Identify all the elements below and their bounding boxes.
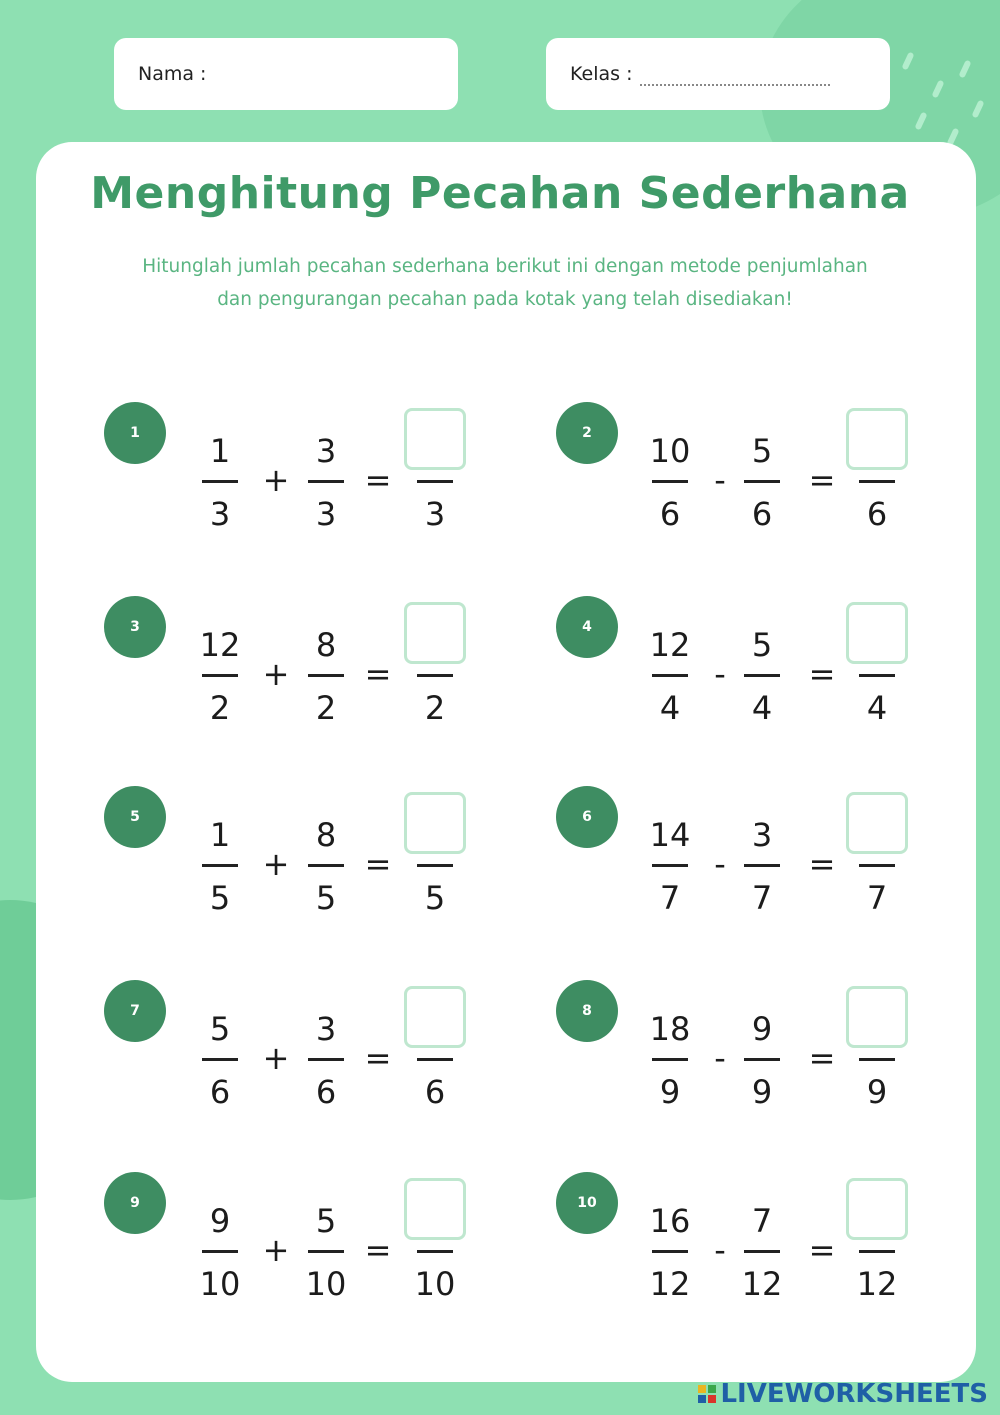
fraction-b-denominator: 4: [751, 689, 773, 727]
operator: +: [262, 655, 290, 693]
answer-fraction: [405, 814, 465, 919]
answer-denominator: 6: [866, 495, 888, 533]
fraction-a-numerator: 16: [649, 1202, 691, 1240]
problem-number-badge: [556, 596, 618, 658]
equals-sign: =: [808, 1231, 836, 1269]
fraction-b: [732, 624, 792, 729]
operator: +: [262, 1039, 290, 1077]
fraction-b-denominator: 3: [315, 495, 337, 533]
fraction-bar: [417, 480, 453, 483]
problem-number-badge: [556, 1172, 618, 1234]
liveworksheets-logo: [698, 1379, 988, 1409]
fraction-bar: [417, 864, 453, 867]
fraction-b-denominator: 5: [315, 879, 337, 917]
answer-denominator: 2: [424, 689, 446, 727]
fraction-b-numerator: 9: [751, 1010, 773, 1048]
fraction-bar: [859, 674, 895, 677]
problem-number: 9: [130, 1195, 140, 1211]
fraction-a-denominator: 5: [209, 879, 231, 917]
fraction-b-denominator: 10: [305, 1265, 347, 1303]
operator: -: [714, 1231, 726, 1269]
problem-number-badge: [104, 596, 166, 658]
fraction-bar: [417, 674, 453, 677]
fraction-b-denominator: 9: [751, 1073, 773, 1111]
operator: +: [262, 461, 290, 499]
fraction-a: [190, 1200, 250, 1305]
problem-number: 6: [582, 809, 592, 825]
class-field[interactable]: [546, 38, 890, 110]
problem-item: [556, 402, 956, 562]
problem-number: 7: [130, 1003, 140, 1019]
answer-fraction: [405, 430, 465, 535]
fraction-a-numerator: 14: [649, 816, 691, 854]
fraction-a: [190, 430, 250, 535]
fraction-bar: [308, 864, 344, 867]
fraction-bar: [308, 674, 344, 677]
answer-fraction: [847, 1200, 907, 1305]
problem-item: [556, 786, 956, 946]
fraction-b: [296, 1008, 356, 1113]
answer-denominator: 5: [424, 879, 446, 917]
answer-fraction: [405, 1008, 465, 1113]
fraction-a-denominator: 3: [209, 495, 231, 533]
answer-fraction: [405, 1200, 465, 1305]
fraction-a-numerator: 5: [209, 1010, 231, 1048]
fraction-b: [296, 1200, 356, 1305]
fraction-b: [732, 814, 792, 919]
fraction-a-denominator: 10: [199, 1265, 241, 1303]
worksheet-title: Menghitung Pecahan Sederhana: [90, 168, 910, 219]
problem-item: [556, 596, 956, 756]
fraction-bar: [652, 864, 688, 867]
equals-sign: =: [808, 461, 836, 499]
fraction-a: [190, 814, 250, 919]
operator: -: [714, 1039, 726, 1077]
problem-item: [104, 1172, 504, 1332]
fraction-a-numerator: 9: [209, 1202, 231, 1240]
fraction-bar: [652, 1250, 688, 1253]
worksheet-instructions: Hitunglah jumlah pecahan sederhana berikut ini dengan metode penjumlahan dan pengurangan pecahan pada kotak yang telah disediakan!: [142, 256, 868, 310]
answer-fraction: [847, 1008, 907, 1113]
fraction-bar: [859, 864, 895, 867]
equals-sign: =: [364, 461, 392, 499]
fraction-bar: [202, 864, 238, 867]
equals-sign: =: [364, 1039, 392, 1077]
equals-sign: =: [364, 1231, 392, 1269]
liveworksheets-logo-icon: [698, 1385, 716, 1403]
answer-denominator: 9: [866, 1073, 888, 1111]
fraction-b-denominator: 2: [315, 689, 337, 727]
answer-denominator: 6: [424, 1073, 446, 1111]
answer-denominator: 12: [856, 1265, 898, 1303]
fraction-a-numerator: 10: [649, 432, 691, 470]
answer-denominator: 7: [866, 879, 888, 917]
fraction-b-numerator: 3: [315, 1010, 337, 1048]
fraction-bar: [859, 1058, 895, 1061]
fraction-bar: [417, 1250, 453, 1253]
fraction-a-numerator: 12: [199, 626, 241, 664]
name-label: Nama :: [138, 63, 207, 85]
fraction-bar: [744, 1058, 780, 1061]
fraction-a: [640, 1008, 700, 1113]
problem-number-badge: [104, 786, 166, 848]
equals-sign: =: [808, 1039, 836, 1077]
problem-number-badge: [104, 980, 166, 1042]
fraction-bar: [417, 1058, 453, 1061]
fraction-a: [640, 1200, 700, 1305]
fraction-b-numerator: 5: [751, 432, 773, 470]
fraction-bar: [744, 1250, 780, 1253]
fraction-bar: [744, 864, 780, 867]
fraction-bar: [202, 674, 238, 677]
fraction-b: [732, 1200, 792, 1305]
fraction-bar: [652, 674, 688, 677]
operator: +: [262, 845, 290, 883]
fraction-a-denominator: 6: [659, 495, 681, 533]
fraction-bar: [202, 480, 238, 483]
problem-item: [104, 786, 504, 946]
problem-number: 2: [582, 425, 592, 441]
fraction-a-numerator: 12: [649, 626, 691, 664]
fraction-a-denominator: 7: [659, 879, 681, 917]
problem-number-badge: [104, 1172, 166, 1234]
fraction-a: [640, 814, 700, 919]
problem-number: 10: [577, 1195, 597, 1211]
fraction-bar: [652, 1058, 688, 1061]
equals-sign: =: [808, 655, 836, 693]
fraction-b-denominator: 6: [315, 1073, 337, 1111]
fraction-bar: [202, 1058, 238, 1061]
fraction-b-numerator: 8: [315, 626, 337, 664]
fraction-bar: [308, 1250, 344, 1253]
problem-item: [556, 1172, 956, 1332]
name-field[interactable]: [114, 38, 458, 110]
problem-number: 4: [582, 619, 592, 635]
problem-item: [104, 402, 504, 562]
answer-fraction: [405, 624, 465, 729]
class-dotted-line[interactable]: [640, 74, 830, 86]
fraction-a: [640, 624, 700, 729]
fraction-a-numerator: 1: [209, 816, 231, 854]
fraction-bar: [652, 480, 688, 483]
problem-item: [104, 980, 504, 1140]
fraction-a: [190, 624, 250, 729]
fraction-b-denominator: 7: [751, 879, 773, 917]
fraction-a-numerator: 18: [649, 1010, 691, 1048]
fraction-a-denominator: 2: [209, 689, 231, 727]
problem-number-badge: [104, 402, 166, 464]
fraction-b: [732, 430, 792, 535]
answer-denominator: 10: [414, 1265, 456, 1303]
operator: +: [262, 1231, 290, 1269]
answer-denominator: 3: [424, 495, 446, 533]
fraction-bar: [744, 674, 780, 677]
fraction-a-denominator: 6: [209, 1073, 231, 1111]
fraction-b: [296, 624, 356, 729]
answer-fraction: [847, 430, 907, 535]
equals-sign: =: [808, 845, 836, 883]
problem-number-badge: [556, 980, 618, 1042]
fraction-a-denominator: 9: [659, 1073, 681, 1111]
answer-denominator: 4: [866, 689, 888, 727]
problem-number: 1: [130, 425, 140, 441]
fraction-bar: [202, 1250, 238, 1253]
answer-fraction: [847, 624, 907, 729]
fraction-b-numerator: 5: [751, 626, 773, 664]
operator: -: [714, 655, 726, 693]
fraction-bar: [859, 1250, 895, 1253]
fraction-b: [296, 814, 356, 919]
liveworksheets-logo-text: LIVEWORKSHEETS: [720, 1379, 988, 1409]
fraction-a-denominator: 12: [649, 1265, 691, 1303]
fraction-b-denominator: 6: [751, 495, 773, 533]
class-label: Kelas :: [570, 63, 633, 85]
fraction-bar: [308, 480, 344, 483]
fraction-a: [190, 1008, 250, 1113]
fraction-b-numerator: 7: [751, 1202, 773, 1240]
operator: -: [714, 461, 726, 499]
fraction-b-denominator: 12: [741, 1265, 783, 1303]
fraction-bar: [859, 480, 895, 483]
problem-number: 8: [582, 1003, 592, 1019]
operator: -: [714, 845, 726, 883]
problem-number: 5: [130, 809, 140, 825]
fraction-b: [296, 430, 356, 535]
problem-number-badge: [556, 402, 618, 464]
answer-fraction: [847, 814, 907, 919]
fraction-b-numerator: 5: [315, 1202, 337, 1240]
fraction-bar: [744, 480, 780, 483]
fraction-b-numerator: 3: [751, 816, 773, 854]
problem-number-badge: [556, 786, 618, 848]
fraction-b: [732, 1008, 792, 1113]
equals-sign: =: [364, 845, 392, 883]
problem-number: 3: [130, 619, 140, 635]
problem-item: [556, 980, 956, 1140]
fraction-a: [640, 430, 700, 535]
fraction-a-numerator: 1: [209, 432, 231, 470]
equals-sign: =: [364, 655, 392, 693]
fraction-a-denominator: 4: [659, 689, 681, 727]
fraction-b-numerator: 3: [315, 432, 337, 470]
fraction-bar: [308, 1058, 344, 1061]
problem-item: [104, 596, 504, 756]
fraction-b-numerator: 8: [315, 816, 337, 854]
